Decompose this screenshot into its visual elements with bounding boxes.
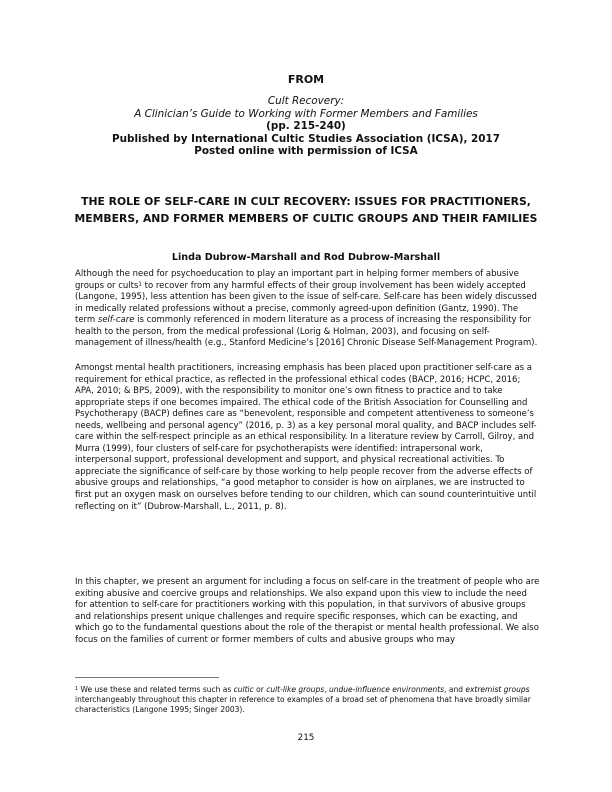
page-number: 215	[297, 733, 315, 743]
publication-info	[60, 120, 552, 158]
footnote-mark: 1	[75, 685, 79, 692]
fn-term-extremist-groups: extremist groups	[465, 685, 530, 694]
book-title-block	[60, 95, 552, 120]
footnote-1	[75, 685, 540, 716]
from-label: FROM	[287, 73, 325, 86]
fn-term-cultic: cultic	[233, 685, 254, 694]
footnote-divider	[75, 677, 219, 678]
p1-text-a: Although the need for psychoeducation to play an important part in helping former members of abusive groups or cults	[75, 269, 519, 291]
article-authors: Linda Dubrow-Marshall and Rod Dubrow-Marshall	[171, 252, 441, 263]
fn-term-undue-influence: undue-influence environments	[328, 685, 445, 694]
p3-text: In this chapter, we present an argument for including a focus on self-care in the treatment of people who are exiting abusive and coercive groups and relationships. We also expand upon this view to include the need for attention to self-care for practitioners working with this population, in that survivors of abusive groups and relationships present unique challenges and require specific responses, which can be exacting, and which go to the fundamental questions about the role of the therapist or mental health professional. We also focus on the families of current or former members of cults and abusive groups who may	[75, 577, 540, 645]
fn-text-d: , and	[444, 685, 466, 694]
fn-term-cult-like-groups: cult-like groups	[266, 685, 325, 694]
paragraph-1	[75, 269, 540, 350]
page-range: (pp. 215-240)	[266, 120, 346, 132]
book-title: Cult Recovery:	[267, 95, 345, 107]
posted-line: Posted online with permission of ICSA	[194, 145, 418, 157]
p1-text-c: is commonly referenced in modern literature as a process of increasing the responsibility for health to the person, from the medical professional (Lorig & Holman, 2003), and focusing on self-management of illness/health (e.g., Stanford Medicine’s [2016] Chronic Disease Self-Management Program).	[75, 315, 538, 349]
p1-term-self-care: self-care	[97, 315, 135, 326]
book-subtitle: A Clinician’s Guide to Working with Former Members and Families	[134, 107, 478, 120]
publisher-line: Published by International Cultic Studies Association (ICSA), 2017	[112, 132, 500, 145]
paragraph-2	[75, 363, 540, 513]
p1-text-b: to recover from any harmful effects of their group involvement has been widely accepted (Langone, 1995), less attention has been given to the issue of self-care. Self-care has been widely discussed in medically related professions without a precise, commonly agreed-upon definition (Gantz, 1990). The term	[75, 280, 537, 326]
fn-text-b: or	[253, 685, 267, 694]
fn-text-e: interchangeably throughout this chapter in reference to examples of a broad set of phenomena that have broadly similar characteristics (Langone 1995; Singer 2003).	[75, 695, 531, 715]
footnote-ref-1[interactable]: 1	[138, 281, 142, 288]
p2-text: Amongst mental health practitioners, increasing emphasis has been placed upon practitioner self-care as a requirement for ethical practice, as reflected in the professional ethical codes (BACP, 2016; HCPC, 2016; APA, 2010; & BPS, 2009), with the responsibility to monitor one’s own fitness to practice and to take appropriate steps if one becomes impaired. The ethical code of the British Association for Counselling and Psychotherapy (BACP) defines care as “benevolent, responsible and competent attentiveness to someone’s needs, wellbeing and personal agency” (2016, p. 3) as a key personal moral quality, and BACP includes self-care within the self-respect principle as an ethical responsibility. In a literature review by Carroll, Gilroy, and Murra (1999), four clusters of self-care for psychotherapists were identified: intrapersonal work, interpersonal support, professional development and support, and physical recreational activities. To appreciate the significance of self-care by those working to help people recover from the adverse effects of abusive groups and relationships, “a good metaphor to consider is how on airplanes, we are instructed to first put an oxygen mask on ourselves before tending to our children, which can sound counterintuitive until reflecting on it” (Dubrow-Marshall, L., 2011, p. 8).	[75, 363, 537, 512]
paragraph-3	[75, 577, 540, 646]
fn-text-c: ,	[324, 685, 329, 694]
article-title: THE ROLE OF SELF-CARE IN CULT RECOVERY: ISSUES FOR PRACTITIONERS, MEMBERS, AND FORMER MEMBERS OF CULTIC GROUPS AND THEIR FAMILIES	[74, 195, 538, 225]
fn-text-a: We use these and related terms such as	[78, 685, 234, 694]
